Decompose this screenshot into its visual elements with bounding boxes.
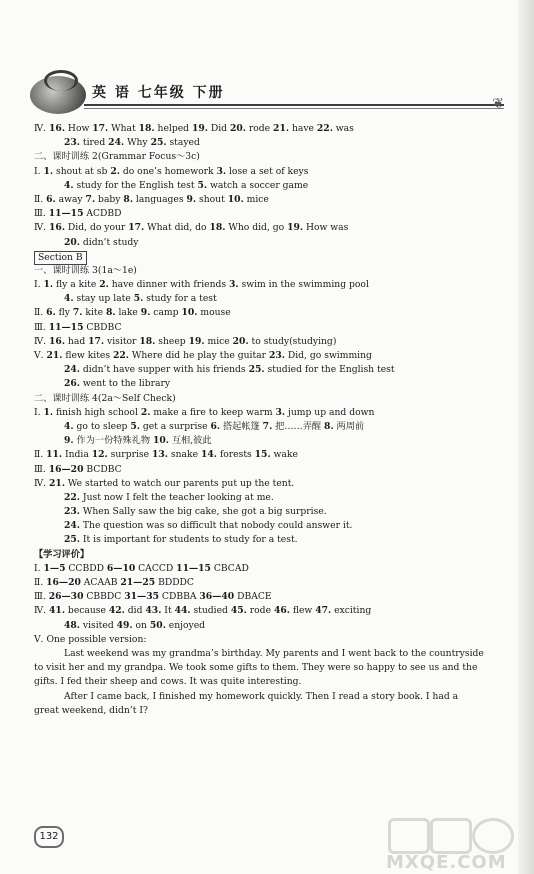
item-answer: What did, do: [144, 222, 210, 234]
answer-line: [34, 491, 504, 505]
item-number: 24.: [108, 137, 125, 149]
item-number: 5.: [197, 179, 208, 191]
item-number: 4.: [64, 293, 74, 305]
item-number: 22.: [113, 350, 129, 361]
item-number: 23.: [64, 506, 80, 518]
item-number: 2.: [99, 279, 109, 291]
item-number: 4.: [64, 420, 74, 432]
watermark-text: MXQE.COM: [386, 852, 507, 873]
item-number: 23.: [64, 137, 80, 149]
answer-line: [34, 406, 504, 420]
book-logo-icon: [30, 76, 86, 114]
item-answer: watch a soccer game: [207, 179, 309, 191]
item-answer: 搭起帐篷: [220, 420, 263, 432]
item-number: 20.: [64, 236, 80, 248]
item-answer: Did, go swimming: [284, 350, 372, 361]
item-number: 8.: [324, 420, 334, 432]
roman-numeral: Ⅳ.: [34, 222, 50, 234]
answer-line: [34, 576, 504, 590]
item-answer: forests: [216, 449, 255, 461]
item-answer: have: [289, 123, 317, 134]
answer-line: [34, 562, 504, 576]
item-answer: DBACE: [234, 591, 272, 603]
item-answer: When Sally saw the big cake, she got a big surprise.: [79, 506, 327, 518]
item-number: 3.: [229, 279, 239, 291]
answer-line: [34, 306, 504, 320]
item-number: 11—15: [176, 562, 211, 574]
answer-line: [34, 321, 504, 335]
item-answer: 互相,彼此: [168, 435, 212, 447]
roman-numeral: Ⅲ.: [34, 321, 49, 333]
item-answer: didn’t study: [79, 236, 139, 248]
item-number: 20.: [232, 335, 249, 347]
item-answer: because: [65, 605, 109, 617]
item-number: 16.: [49, 335, 66, 347]
item-answer: jump up and down: [285, 406, 375, 418]
item-answer: studied: [190, 605, 231, 617]
answer-line: [34, 420, 504, 434]
answer-line: [34, 165, 504, 179]
roman-numeral: Ⅳ.: [34, 335, 50, 347]
item-number: 25.: [64, 534, 80, 546]
roman-numeral: Ⅰ.: [34, 165, 44, 177]
item-number: 44.: [174, 605, 191, 617]
item-answer: went to the library: [79, 378, 171, 390]
item-answer: India: [62, 449, 92, 461]
item-number: 16.: [49, 222, 66, 234]
answer-line: [34, 221, 504, 235]
item-answer: Did: [207, 123, 230, 134]
item-number: 21.: [46, 350, 63, 361]
item-answer: flew: [289, 605, 316, 617]
item-number: 24.: [64, 520, 80, 532]
item-answer: CCBDD: [65, 562, 107, 574]
item-answer: ACAAB: [80, 577, 121, 588]
item-number: 4.: [64, 179, 74, 191]
roman-numeral: Ⅲ.: [34, 463, 49, 475]
item-answer: fly: [55, 307, 73, 319]
item-answer: was: [332, 123, 354, 134]
item-answer: It is important for students to study for a test.: [79, 534, 298, 546]
item-number: 18.: [209, 222, 226, 234]
roman-numeral: Ⅰ.: [34, 562, 44, 574]
roman-numeral: Ⅳ.: [34, 477, 50, 489]
item-number: 17.: [92, 123, 109, 134]
item-number: 11—15: [48, 321, 84, 333]
item-answer: shout: [196, 193, 228, 205]
item-answer: Who did, go: [225, 222, 288, 234]
answer-line: [34, 463, 504, 477]
item-answer: lake: [115, 307, 141, 319]
item-answer: visited: [79, 619, 117, 631]
item-answer: enjoyed: [165, 619, 206, 631]
answer-line: [34, 292, 504, 306]
item-answer: study for a test: [143, 293, 217, 305]
item-number: 18.: [139, 335, 156, 347]
item-answer: mouse: [197, 307, 231, 319]
answer-line: [34, 604, 504, 618]
page-header: [24, 70, 504, 116]
roman-numeral: Ⅲ.: [34, 591, 49, 603]
item-number: 1—5: [43, 562, 66, 574]
answer-line: [34, 278, 504, 292]
item-answer: swim in the swimming pool: [238, 279, 369, 291]
essay-line: Last weekend was my grandma’s birthday. My parents and I went back to the countryside: [64, 647, 484, 659]
answer-line: [34, 207, 504, 221]
roman-numeral: Ⅰ.: [34, 279, 44, 291]
item-number: 11—15: [48, 208, 84, 220]
item-number: 19.: [188, 335, 205, 347]
leaf-ornament-icon: ❦: [492, 96, 504, 112]
item-answer: 作为一份特殊礼物: [73, 435, 153, 447]
item-answer: CBCAD: [210, 562, 249, 574]
essay-line: gifts. I fed their sheep and cows. It was quite interesting.: [34, 676, 302, 688]
answer-line: [34, 377, 504, 391]
item-number: 1.: [43, 165, 54, 177]
item-answer: mice: [243, 193, 269, 205]
item-number: 5.: [130, 420, 140, 432]
answer-line: [34, 335, 504, 349]
item-answer: Did, do your: [65, 222, 129, 234]
item-answer: make a fire to keep warm: [150, 406, 276, 418]
item-answer: CBDBC: [83, 321, 122, 333]
essay-heading: Ⅴ. One possible version:: [34, 633, 147, 645]
item-answer: get a surprise: [139, 420, 211, 432]
item-number: 25.: [248, 364, 265, 376]
item-number: 6.: [210, 420, 221, 432]
item-answer: camp: [150, 307, 182, 319]
item-number: 50.: [149, 619, 166, 631]
item-number: 8.: [123, 193, 134, 205]
item-answer: away: [55, 193, 86, 205]
item-number: 47.: [315, 605, 332, 617]
watermark-char-icon: [430, 818, 472, 854]
item-number: 16.: [49, 123, 66, 134]
item-number: 3.: [275, 406, 286, 418]
roman-numeral: Ⅳ.: [34, 123, 50, 134]
item-answer: CACCD: [135, 562, 177, 574]
item-number: 18.: [138, 123, 155, 134]
item-answer: baby: [95, 193, 124, 205]
item-number: 10.: [152, 435, 169, 447]
item-number: 9.: [64, 435, 74, 447]
item-number: 26—30: [48, 591, 84, 603]
item-number: 24.: [64, 364, 80, 376]
item-answer: flew kites: [62, 350, 114, 361]
item-number: 10.: [181, 307, 198, 319]
item-number: 9.: [140, 307, 151, 319]
item-answer: BCDBC: [83, 463, 122, 475]
item-answer: BDDDC: [155, 577, 194, 588]
item-answer: surprise: [107, 449, 152, 461]
item-number: 12.: [91, 449, 108, 461]
item-number: 42.: [108, 605, 125, 617]
item-number: 16—20: [48, 463, 84, 475]
watermark: [378, 818, 518, 874]
item-number: 45.: [230, 605, 247, 617]
item-number: 26.: [64, 378, 80, 390]
item-answer: visitor: [104, 335, 140, 347]
item-number: 15.: [254, 449, 271, 461]
item-answer: had: [65, 335, 89, 347]
answer-line: [34, 349, 504, 363]
answer-line: [34, 193, 504, 207]
item-number: 7.: [72, 307, 83, 319]
answer-line: [34, 363, 504, 377]
section-heading: 一、课时训练 3(1a～1e): [34, 264, 137, 276]
essay-line: great weekend, didn’t I?: [34, 704, 148, 716]
item-answer: tired: [79, 137, 109, 149]
item-number: 7.: [262, 420, 273, 432]
item-number: 2.: [110, 165, 120, 177]
roman-numeral: Ⅰ.: [34, 406, 44, 418]
page-spine: [518, 0, 534, 874]
item-answer: languages: [133, 193, 187, 205]
item-answer: snake: [167, 449, 201, 461]
item-number: 1.: [43, 279, 54, 291]
item-number: 5.: [133, 293, 144, 305]
item-answer: rode: [246, 605, 274, 617]
item-answer: It: [161, 605, 175, 617]
header-title: 英 语 七年级 下册: [92, 85, 225, 101]
item-number: 22.: [316, 123, 333, 134]
item-number: 17.: [88, 335, 105, 347]
header-rule: [84, 104, 504, 106]
item-number: 13.: [151, 449, 168, 461]
item-answer: shout at sb: [53, 165, 111, 177]
section-heading: 二、课时训练 4(2a～Self Check): [34, 392, 176, 404]
answer-line: [34, 448, 504, 462]
item-answer: The question was so difficult that nobody could answer it.: [79, 520, 353, 532]
roman-numeral: Ⅱ.: [34, 193, 47, 205]
essay-line: After I came back, I finished my homework quickly. Then I read a story book. I had a: [64, 690, 459, 702]
item-number: 2.: [140, 406, 151, 418]
item-answer: helped: [154, 123, 192, 134]
item-answer: Where did he play the guitar: [129, 350, 269, 361]
page-number: 132: [34, 826, 64, 848]
item-answer: How was: [303, 222, 349, 234]
item-number: 14.: [200, 449, 217, 461]
item-number: 21—25: [120, 577, 156, 588]
answer-line: [34, 434, 504, 448]
item-answer: to study(studying): [248, 335, 337, 347]
watermark-char-icon: [472, 818, 514, 854]
item-answer: rode: [245, 123, 274, 134]
item-number: 25.: [150, 137, 167, 149]
item-answer: sheep: [155, 335, 189, 347]
item-number: 8.: [105, 307, 116, 319]
section-b-label: Section B: [34, 251, 87, 265]
item-number: 20.: [229, 123, 246, 134]
item-number: 3.: [216, 165, 227, 177]
item-answer: 两周前: [333, 420, 365, 432]
item-answer: on: [132, 619, 150, 631]
item-number: 11.: [46, 449, 63, 461]
item-number: 46.: [273, 605, 290, 617]
item-answer: We started to watch our parents put up the tent.: [65, 477, 295, 489]
item-number: 49.: [116, 619, 133, 631]
item-answer: Why: [124, 137, 151, 149]
roman-numeral: Ⅱ.: [34, 307, 47, 319]
answer-line: [34, 122, 504, 136]
section-heading: 二、课时训练 2(Grammar Focus～3c): [34, 151, 200, 163]
item-number: 31—35: [124, 591, 160, 603]
answer-line: [34, 619, 504, 633]
item-answer: studied for the English test: [264, 364, 395, 376]
item-number: 16—20: [46, 577, 81, 588]
item-answer: stay up late: [73, 293, 134, 305]
answer-line: [34, 179, 504, 193]
item-answer: do one’s homework: [119, 165, 217, 177]
answer-line: [34, 519, 504, 533]
item-number: 21.: [49, 477, 66, 489]
item-answer: exciting: [331, 605, 372, 617]
item-number: 19.: [191, 123, 208, 134]
item-answer: fly a kite: [53, 279, 100, 291]
item-number: 17.: [128, 222, 145, 234]
item-answer: Just now I felt the teacher looking at me.: [79, 491, 274, 503]
item-answer: kite: [82, 307, 106, 319]
essay-line: to visit her and my grandpa. We took some gifts to them. They were so happy to see us and the: [34, 662, 478, 674]
item-number: 41.: [49, 605, 66, 617]
item-number: 1.: [43, 406, 54, 418]
roman-numeral: Ⅴ.: [34, 350, 47, 361]
item-number: 6—10: [106, 562, 136, 574]
item-number: 19.: [287, 222, 304, 234]
item-answer: have dinner with friends: [108, 279, 229, 291]
item-number: 10.: [227, 193, 244, 205]
item-answer: finish high school: [53, 406, 141, 418]
item-number: 43.: [145, 605, 162, 617]
item-number: 36—40: [199, 591, 235, 603]
item-answer: didn’t have supper with his friends: [79, 364, 249, 376]
roman-numeral: Ⅱ.: [34, 449, 47, 461]
answer-line: [34, 505, 504, 519]
item-answer: ACDBD: [83, 208, 122, 220]
item-number: 9.: [186, 193, 197, 205]
answer-content: [34, 122, 504, 718]
item-number: 23.: [268, 350, 285, 361]
item-number: 22.: [64, 491, 80, 503]
item-number: 6.: [46, 307, 56, 319]
item-number: 6.: [46, 193, 56, 205]
answer-line: [34, 533, 504, 547]
answer-line: [34, 236, 504, 250]
item-number: 21.: [273, 123, 290, 134]
item-answer: mice: [204, 335, 233, 347]
item-answer: stayed: [166, 137, 200, 149]
item-number: 7.: [85, 193, 96, 205]
answer-line: [34, 590, 504, 604]
roman-numeral: Ⅱ.: [34, 577, 47, 588]
section-heading: 【学习评价】: [34, 548, 90, 560]
roman-numeral: Ⅲ.: [34, 208, 49, 220]
item-answer: go to sleep: [73, 420, 131, 432]
item-answer: wake: [270, 449, 298, 461]
item-answer: did: [124, 605, 146, 617]
item-answer: study for the English test: [73, 179, 198, 191]
item-answer: CBBDC: [83, 591, 125, 603]
watermark-char-icon: [388, 818, 430, 854]
item-answer: CDBBA: [159, 591, 200, 603]
item-answer: What: [108, 123, 139, 134]
roman-numeral: Ⅳ.: [34, 605, 50, 617]
answer-line: [34, 136, 504, 150]
item-answer: 把……弄醒: [272, 420, 325, 432]
answer-line: [34, 477, 504, 491]
header-rule-thin: [84, 108, 504, 109]
item-answer: lose a set of keys: [226, 165, 309, 177]
item-answer: How: [65, 123, 93, 134]
item-number: 48.: [64, 619, 80, 631]
